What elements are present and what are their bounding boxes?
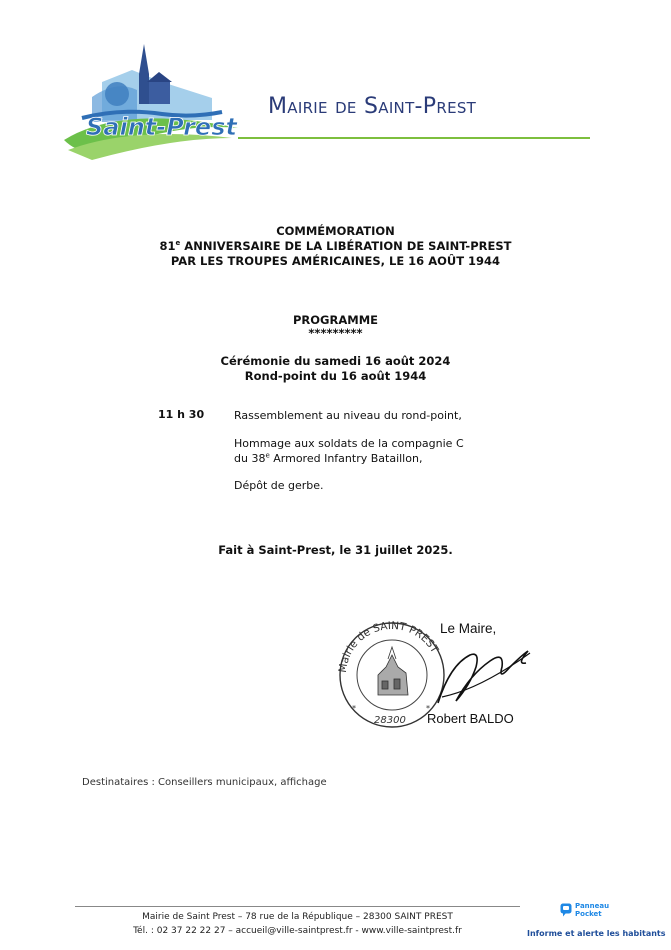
programme-stars: ********* (308, 326, 363, 340)
anniversary-number: 81 (159, 239, 176, 253)
svg-text:*: * (426, 704, 430, 713)
mayor-name: Robert BALDO (427, 711, 514, 726)
tribute-rest: Armored Infantry Bataillon, (269, 452, 423, 465)
commemoration-line3: PAR LES TROUPES AMÉRICAINES, LE 16 AOÛT 1944 (170, 254, 501, 268)
tribute-line2 (234, 451, 464, 466)
footer-divider (75, 906, 520, 907)
commemoration-line1: COMMÉMORATION (276, 224, 395, 238)
stamp-text: Mairie de SAINT PREST (336, 619, 441, 674)
schedule-time: 11 h 30 (158, 408, 205, 421)
mayor-title: Le Maire, (440, 621, 497, 636)
programme-heading (0, 313, 671, 339)
ceremony-date: Cérémonie du samedi 16 août 2024 (220, 354, 451, 368)
done-at-line: Fait à Saint-Prest, le 31 juillet 2025. (218, 543, 453, 557)
saint-prest-logo (62, 42, 240, 164)
commemoration-line2 (0, 239, 671, 254)
ceremony-info (0, 354, 671, 384)
tribute-line1: Hommage aux soldats de la compagnie C (234, 437, 464, 450)
header-divider (238, 137, 590, 139)
stamp-code: 28300 (374, 715, 406, 726)
schedule-item-wreath: Dépôt de gerbe. (234, 479, 324, 492)
logo-text: Saint-Prest (86, 113, 237, 141)
stamp-emblem (378, 647, 408, 695)
panneau-pocket-tagline: Informe et alerte les habitants (527, 929, 666, 938)
programme-title: PROGRAMME (293, 313, 378, 327)
footer-address: Mairie de Saint Prest – 78 rue de la République – 28300 SAINT PREST (142, 912, 453, 922)
panneau-pocket-icon (560, 903, 572, 917)
commemoration-heading (0, 224, 671, 269)
tribute-suffix: e (265, 451, 270, 460)
panneau-pocket-name-1: Panneau (575, 902, 610, 910)
footer-contact: Tél. : 02 37 22 22 27 – accueil@ville-saintprest.fr - www.ville-saintprest.fr (133, 926, 462, 936)
schedule-item-gathering: Rassemblement au niveau du rond-point, (234, 409, 462, 422)
recipients-line: Destinataires : Conseillers municipaux, affichage (82, 777, 327, 788)
schedule-item-tribute (234, 436, 464, 466)
anniversary-text: ANNIVERSAIRE DE LA LIBÉRATION DE SAINT-PREST (180, 239, 512, 253)
mairie-title: Mairie de Saint-Prest (268, 94, 477, 119)
tribute-number: du 38 (234, 452, 266, 465)
panneau-pocket-name-2: Pocket (575, 910, 602, 918)
logo-graphic (62, 42, 240, 164)
anniversary-suffix: e (175, 239, 181, 248)
panneau-pocket-logo (560, 902, 609, 918)
ceremony-place: Rond-point du 16 août 1944 (244, 369, 427, 383)
svg-text:*: * (352, 704, 356, 713)
